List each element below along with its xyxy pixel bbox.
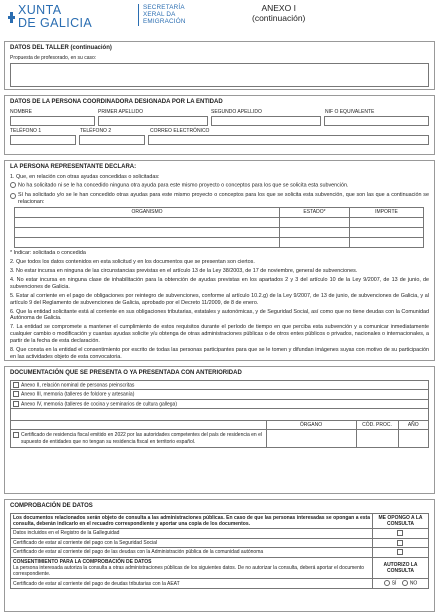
radio-si[interactable]	[384, 580, 390, 586]
radio-button[interactable]	[10, 193, 16, 199]
consent-block	[11, 557, 373, 579]
aeat-row-label: Certificado de estar al corriente del pago de deudas tributarias con la AEAT	[11, 579, 373, 589]
correo-field[interactable]	[148, 135, 429, 145]
correo-label: CORREO ELECTRÓNICO	[150, 127, 210, 134]
declara-item-5: 5. Estar al corriente en el pago de obligaciones por reintegro de subvenciones, conforme al artículo 10.2.g) de la Ley 9/2007, de 13 de junio, de subvenciones de Galicia, y al artículo 9 del Reglamento de subvenciones de Galicia, aprobado por el Decreto 11/2009, de 8 de enero.	[10, 293, 429, 306]
cert-residencia-item[interactable]	[11, 430, 266, 447]
declara-item-3: 3. No estar incursa en ninguna de las circunstancias previstas en el artículo 13 de la Ley 38/2003, de 17 de noviembre, general de subvenciones.	[10, 268, 358, 275]
checkbox[interactable]	[397, 530, 403, 536]
declara-section	[4, 160, 435, 361]
authorize-header: AUTORIZO LA CONSULTA	[373, 557, 429, 579]
taller-section	[4, 41, 435, 90]
declara-item-4: 4. No estar incursa en ninguna clase de inhabilitación para la obtención de ayudas previstas en los apartados 2 y 3 del artículo 10 de la Ley 9/2007, de 13 de junio, de subvenciones de Galicia.	[10, 277, 429, 291]
cod-proc-field[interactable]	[356, 430, 398, 447]
telefono2-label: TELÉFONO 2	[80, 127, 112, 134]
nif-label: NIF O EQUIVALENTE	[325, 108, 375, 115]
segundo-apellido-field[interactable]	[211, 116, 322, 126]
nif-field[interactable]	[324, 116, 429, 126]
table-row	[11, 579, 429, 589]
primer-apellido-field[interactable]	[98, 116, 208, 126]
table-cell[interactable]	[15, 237, 280, 247]
nombre-field[interactable]	[10, 116, 95, 126]
radio-no-ayudas-label: No ha solicitado ni se le ha concedido ninguna otra ayuda para este mismo proyecto o conceptos para los que se solicita esta subvención.	[18, 182, 349, 189]
ano-field[interactable]	[398, 430, 428, 447]
doc-item-label: Anexo III, memoria (talleres de folclore y artesanía)	[21, 391, 135, 398]
authorize-aeat	[373, 579, 429, 589]
table-row	[15, 227, 424, 237]
si-label: SÍ	[391, 580, 397, 587]
table-row	[11, 538, 429, 548]
documentacion-section	[4, 366, 435, 494]
consent-text: La persona interesada autoriza la consulta a otras administraciones públicas de los siguientes datos. De no autorizar la consulta, deberá aportar el documento correspondiente.	[13, 564, 365, 578]
page-header	[8, 4, 432, 36]
declara-item-1: 1. Que, en relación con otras ayudas concedidas o solicitadas:	[10, 173, 160, 180]
importe-header: IMPORTE	[350, 208, 424, 217]
annex-title	[252, 4, 305, 23]
doc-item-anexo4[interactable]	[11, 400, 428, 410]
checkbox[interactable]	[397, 540, 403, 546]
consent-title: CONSENTIMIENTO PARA LA COMPROBACIÓN DE DATOS	[13, 558, 152, 565]
table-cell[interactable]	[280, 237, 350, 247]
taller-title: DATOS DEL TALLER (continuación)	[10, 45, 112, 51]
coordinadora-title: DATOS DE LA PERSONA COORDINADORA DESIGNADA POR LA ENTIDAD	[10, 99, 223, 105]
telefono1-field[interactable]	[10, 135, 76, 145]
table-row	[11, 529, 429, 539]
comprobacion-table	[10, 513, 429, 590]
telefono2-field[interactable]	[79, 135, 145, 145]
cod-proc-header: CÓD. PROC.	[356, 421, 398, 430]
table-row	[11, 548, 429, 558]
checkbox[interactable]	[397, 549, 403, 555]
oppose-seguridad-social[interactable]	[373, 538, 429, 548]
blank-row	[11, 409, 428, 421]
coordinadora-section	[4, 95, 435, 155]
no-label: NO	[409, 580, 418, 587]
doc-item-label: Anexo IV, memoria (talleres de cocina y seminarios de cultura gallega)	[21, 400, 178, 407]
organismo-header: ORGANISMO	[15, 208, 280, 217]
cert-residencia-label: Certificado de residencia fiscal emitido en 2022 por las autoridades competentes del país de residencia en el supuesto de entidades que no tengan su residencia fiscal en territorio español.	[21, 432, 262, 445]
comprobacion-intro: Los documentos relacionados serán objeto de consulta a las administraciones públicas. En caso de que las personas interesadas se opongan a esta consulta, deberán indicarlo en el recuadro correspondiente y aportar una copia de los documentos.	[11, 513, 373, 529]
organo-field[interactable]	[266, 430, 356, 447]
checkbox[interactable]	[13, 401, 19, 407]
profesorado-label: Propuesta de profesorado, en su caso:	[10, 54, 97, 61]
xunta-logo	[8, 4, 92, 30]
seguridad-social-row-label: Certificado de estar al corriente del pago con la Seguridad Social	[11, 538, 373, 548]
secretaria-line3: EMIGRACIÓN	[143, 18, 186, 26]
doc-item-anexo2[interactable]	[11, 381, 428, 391]
blank-header-cell	[11, 421, 266, 430]
oppose-comunidad[interactable]	[373, 548, 429, 558]
declara-item-7: 7. La entidad se compromete a mantener el cumplimiento de estos requisitos durante el período de tiempo en que perciba esta subvención y a comunicar inmediatamente cualquier cambio o modificación y cuantas ayudas solicite y/u obtenga de otras administraciones públicas o de otros entes públicos o privados, nacionales o internacionales, a partir de la fecha de esta declaración.	[10, 324, 429, 344]
organo-header: ÓRGANO	[266, 421, 356, 430]
estado-footnote: * Indicar: solicitada o concedida	[10, 249, 86, 256]
radio-no-ayudas[interactable]	[10, 182, 429, 189]
logo-line1: XUNTA	[18, 3, 62, 17]
table-cell[interactable]	[350, 217, 424, 227]
comprobacion-section	[4, 499, 435, 612]
annex-subtitle: (continuación)	[252, 12, 306, 23]
table-cell[interactable]	[350, 237, 424, 247]
radio-no[interactable]	[402, 580, 408, 586]
oppose-header: ME OPONGO A LA CONSULTA	[373, 513, 429, 529]
table-cell[interactable]	[280, 217, 350, 227]
declara-item-8: 8. Que consta en la entidad el consentimiento por escrito de todas las personas participantes para que se le tomen y difundan imágenes suyas con motivo de su participación en las actividades objeto de esta convocatoria.	[10, 346, 429, 360]
radio-si-ayudas-label: Sí ha solicitado y/o se le han concedido otras ayudas para este mismo proyecto o conceptos para los que se solicita esta subvención, que son las que a continuación se relacionan:	[18, 191, 429, 205]
comunidad-row-label: Certificado de estar al corriente del pago de las deudas con la Administración pública de la comunidad autónoma	[11, 548, 373, 558]
secretaria-line2: XERAL DA	[143, 11, 176, 19]
declara-title: LA PERSONA REPRESENTANTE DECLARA:	[10, 164, 137, 170]
documentacion-title: DOCUMENTACIÓN QUE SE PRESENTA O YA PRESENTADA CON ANTERIORIDAD	[10, 370, 242, 376]
checkbox[interactable]	[13, 432, 19, 438]
checkbox[interactable]	[13, 382, 19, 388]
doc-item-label: Anexo II, relación nominal de personas preinscritas	[21, 381, 135, 388]
table-row	[15, 217, 424, 227]
table-cell[interactable]	[15, 217, 280, 227]
primer-apellido-label: PRIMER APELLIDO	[98, 108, 144, 115]
profesorado-input[interactable]	[10, 63, 429, 87]
declara-item-2: 2. Que todos los datos contenidos en esta solicitud y en los documentos que se presentan son ciertos.	[10, 259, 255, 266]
secretaria-line1: SECRETARÍA	[143, 4, 185, 11]
secretaria-label	[138, 4, 186, 26]
radio-si-ayudas[interactable]	[10, 192, 429, 206]
xunta-cross-icon	[8, 12, 15, 23]
table-cell[interactable]	[280, 227, 350, 237]
annex-number: ANEXO I	[261, 3, 296, 13]
table-cell[interactable]	[15, 227, 280, 237]
segundo-apellido-label: SEGUNDO APELLIDO	[211, 108, 262, 115]
doc-item-anexo3[interactable]	[11, 390, 428, 400]
radio-button[interactable]	[10, 182, 16, 188]
cert-table	[11, 421, 428, 447]
telefono1-label: TELÉFONO 1	[10, 127, 42, 134]
comprobacion-title: COMPROBACIÓN DE DATOS	[10, 503, 93, 509]
ano-header: AÑO	[398, 421, 428, 430]
nombre-label: NOMBRE	[10, 108, 32, 115]
oppose-galleguidad[interactable]	[373, 529, 429, 539]
logo-line2: DE GALICIA	[18, 16, 93, 30]
estado-header: ESTADO*	[280, 208, 350, 217]
table-row	[15, 237, 424, 247]
galleguidad-row-label: Datos incluidos en el Registro de la Galleguidad	[11, 529, 373, 539]
checkbox[interactable]	[13, 391, 19, 397]
table-cell[interactable]	[350, 227, 424, 237]
declara-item-6: 6. Que la entidad solicitante está al corriente en sus obligaciones tributarias, estatales y autonómicas, y de Seguridad Social, así como que no tiene deudas con la Comunidad Autónoma de Galicia.	[10, 308, 429, 322]
ayudas-table	[14, 207, 424, 247]
